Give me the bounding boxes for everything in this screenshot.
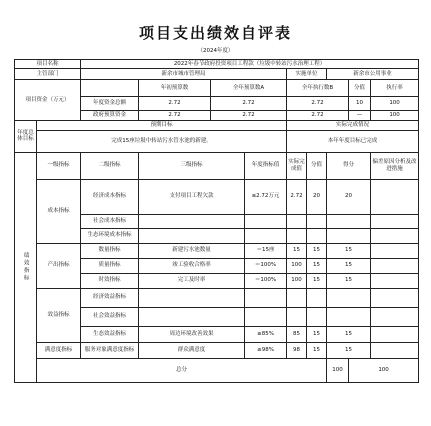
goal-row-label: 年度总体目标: [15, 120, 37, 152]
indicator-reason: [371, 258, 419, 273]
indicator-level1: 效益指标: [37, 288, 81, 342]
funds-col-header: 分值: [349, 80, 371, 97]
indicator-reason: [371, 326, 419, 342]
indicator-level2: 时效指标: [81, 273, 139, 288]
indicator-actual: 15: [287, 243, 307, 258]
funds-cell: —: [349, 110, 371, 120]
indicator-row: [15, 179, 419, 214]
goal-header-row: [15, 120, 419, 130]
funds-cell: 100: [371, 97, 419, 111]
indicator-got: [327, 288, 371, 307]
indicator-level3: 完工及时率: [139, 273, 245, 288]
indicator-header: 分值: [307, 152, 327, 179]
impl-unit-label: 实施单位: [287, 69, 327, 80]
funds-cell: 2.72: [139, 110, 211, 120]
indicator-got: 20: [327, 179, 371, 214]
indicator-header: 一级指标: [37, 152, 81, 179]
funds-cell: 2.72: [287, 97, 349, 111]
evaluation-table: [14, 59, 419, 383]
indicator-reason: [371, 228, 419, 243]
indicator-target: ＝15座: [245, 243, 287, 258]
indicator-score: [307, 307, 327, 326]
funds-header-row: [15, 80, 419, 97]
page-subtitle: （2024年度）: [197, 48, 234, 54]
department-label: 主管部门: [15, 69, 81, 80]
goal-actual: 本年年度目标已完成: [287, 130, 419, 152]
indicator-level3: 竣工验收合格率: [139, 258, 245, 273]
indicator-header: 二级指标: [81, 152, 139, 179]
indicator-level3: [139, 228, 245, 243]
indicator-got: 15: [327, 243, 371, 258]
indicator-actual: [287, 214, 307, 228]
indicator-score: 15: [307, 273, 327, 288]
indicator-got: 15: [327, 342, 371, 358]
indicator-level2: 社会成本指标: [81, 214, 139, 228]
indicator-score: 15: [307, 243, 327, 258]
indicator-got: [327, 307, 371, 326]
indicator-level2: 生态环境成本指标: [81, 228, 139, 243]
indicator-header: 偏差原因分析及改进措施: [371, 152, 419, 179]
indicator-level3: 支付项目工程欠款: [139, 179, 245, 214]
indicator-actual: 98: [287, 342, 307, 358]
indicator-score: 20: [307, 179, 327, 214]
funds-cell: 100: [371, 110, 419, 120]
indicator-got: [327, 228, 371, 243]
indicator-level2: 经济成本指标: [81, 179, 139, 214]
funds-col-header: 全年预算数A: [211, 80, 287, 97]
indicator-header: 三级指标: [139, 152, 245, 179]
funds-row-label: 政府预算资金: [81, 110, 139, 120]
indicator-header: 实际完成值: [287, 152, 307, 179]
goal-expected-label: 预期目标: [37, 120, 287, 130]
funds-cell: 2.72: [287, 110, 349, 120]
indicator-target: ≤2.72万元: [245, 179, 287, 214]
indicator-level2: 服务对象满意度指标: [81, 342, 139, 358]
indicator-header-row: [15, 152, 419, 179]
indicator-level3: [139, 307, 245, 326]
indicator-reason: [371, 307, 419, 326]
indicator-level2: 数量指标: [81, 243, 139, 258]
total-got: 100: [349, 358, 419, 382]
indicator-level2: 生态效益指标: [81, 326, 139, 342]
indicator-level3: 群众满意度: [139, 342, 245, 358]
indicator-row: [15, 288, 419, 307]
indicator-level2: 经济效益指标: [81, 288, 139, 307]
project-name-row: [15, 60, 419, 69]
indicator-row: [15, 243, 419, 258]
indicator-reason: [371, 243, 419, 258]
indicator-target: ≥98%: [245, 342, 287, 358]
indicator-target: [245, 228, 287, 243]
indicator-actual: 100: [287, 258, 307, 273]
indicator-got: 15: [327, 326, 371, 342]
indicator-side-label: 绩效指标: [15, 152, 37, 382]
indicator-actual: 2.72: [287, 179, 307, 214]
indicator-reason: [371, 288, 419, 307]
indicator-reason: [371, 342, 419, 358]
indicator-score: [307, 288, 327, 307]
impl-unit-value: 新余市公用事业: [327, 69, 419, 80]
indicator-score: 15: [307, 326, 327, 342]
indicator-target: [245, 288, 287, 307]
indicator-score: [307, 214, 327, 228]
indicator-header: 得分: [327, 152, 371, 179]
funds-cell: 2.72: [139, 97, 211, 111]
funds-cell: 2.72: [211, 110, 287, 120]
indicator-header: 年度指标值: [245, 152, 287, 179]
project-name-value: 2022年春节政府投资项目工程款（垃圾中转站污水治理工程）: [81, 60, 419, 69]
page-title: 项目支出绩效自评表: [138, 24, 292, 42]
funds-corner: [81, 80, 139, 97]
indicator-score: 15: [307, 342, 327, 358]
funds-cell: 10: [349, 97, 371, 111]
indicator-level2: 质量指标: [81, 258, 139, 273]
indicator-actual: [287, 228, 307, 243]
indicator-actual: [287, 288, 307, 307]
indicator-score: [307, 228, 327, 243]
funds-label: 项目资金（万元）: [15, 80, 81, 121]
goal-actual-label: 实际完成情况: [287, 120, 419, 130]
indicator-actual: 85: [287, 326, 307, 342]
total-score: 100: [327, 358, 349, 382]
indicator-target: ＝100%: [245, 273, 287, 288]
indicator-actual: [287, 307, 307, 326]
project-name-label: 项目名称: [15, 60, 81, 69]
indicator-got: 15: [327, 258, 371, 273]
indicator-got: 15: [327, 273, 371, 288]
department-value: 新余市城市管理局: [81, 69, 287, 80]
indicator-score: 15: [307, 258, 327, 273]
indicator-level1: 产出指标: [37, 243, 81, 288]
indicator-target: [245, 307, 287, 326]
funds-cell: 2.72: [211, 97, 287, 111]
goal-expected: 完成15座垃圾中转站污水管水池的新建。: [37, 130, 287, 152]
total-row: [15, 358, 419, 382]
indicator-got: [327, 214, 371, 228]
indicator-level1: 成本指标: [37, 179, 81, 243]
indicator-target: ＝100%: [245, 258, 287, 273]
indicator-reason: [371, 179, 419, 214]
indicator-level3: 新建污水池数量: [139, 243, 245, 258]
indicator-target: ≥85%: [245, 326, 287, 342]
department-row: [15, 69, 419, 80]
funds-row-label: 年度资金总额: [81, 97, 139, 111]
indicator-level3: 周边环境改善效果: [139, 326, 245, 342]
indicator-row: [15, 342, 419, 358]
indicator-level2: 社会效益指标: [81, 307, 139, 326]
indicator-reason: [371, 214, 419, 228]
indicator-reason: [371, 273, 419, 288]
total-label: 总分: [37, 358, 327, 382]
indicator-level3: [139, 288, 245, 307]
funds-col-header: 执行率: [371, 80, 419, 97]
funds-col-header: 年初预算数: [139, 80, 211, 97]
indicator-level3: [139, 214, 245, 228]
goal-content-row: [15, 130, 419, 152]
funds-col-header: 全年执行数B: [287, 80, 349, 97]
indicator-target: [245, 214, 287, 228]
indicator-actual: 100: [287, 273, 307, 288]
indicator-level1: 满意度指标: [37, 342, 81, 358]
